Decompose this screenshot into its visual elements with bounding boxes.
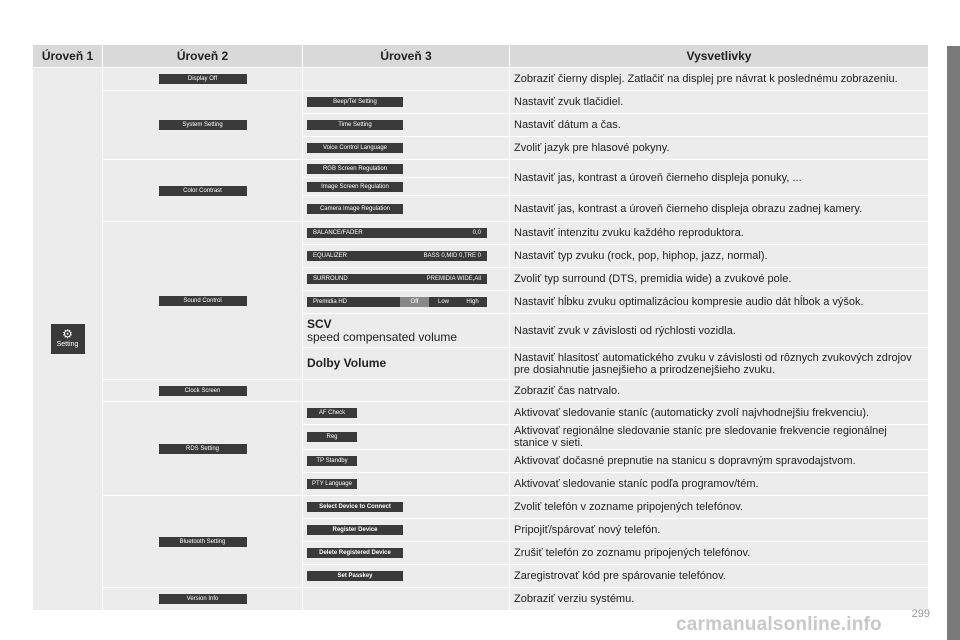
surround-label: SURROUND bbox=[313, 276, 348, 282]
balance-fader-label: BALANCE/FADER bbox=[313, 230, 363, 236]
version-info-button[interactable]: Version Info bbox=[159, 594, 247, 604]
desc: Nastaviť jas, kontrast a úroveň čierneho displeja ponuky, ... bbox=[510, 160, 929, 196]
time-setting-button[interactable]: Time Setting bbox=[307, 120, 403, 130]
premidia-off-option[interactable]: Off bbox=[400, 297, 429, 307]
desc: Nastaviť intenzitu zvuku každého reproduktora. bbox=[510, 222, 929, 245]
header-level-2: Úroveň 2 bbox=[103, 45, 303, 68]
color-contrast-button[interactable]: Color Contrast bbox=[159, 186, 247, 196]
clock-screen-button[interactable]: Clock Screen bbox=[159, 386, 247, 396]
gear-icon: ⚙ bbox=[62, 327, 73, 341]
desc: Nastaviť dátum a čas. bbox=[510, 114, 929, 137]
rgb-screen-regulation-button[interactable]: RGB Screen Regulation bbox=[307, 164, 403, 174]
desc: Zvoliť telefón v zozname pripojených telefónov. bbox=[510, 496, 929, 519]
balance-fader-value: 0,0 bbox=[472, 230, 481, 236]
desc: Zobraziť čierny displej. Zatlačiť na displej pre návrat k poslednému zobrazeniu. bbox=[510, 68, 929, 91]
desc: Aktivovať sledovanie staníc (automaticky zvolí najvhodnejšiu frekvenciu). bbox=[510, 402, 929, 425]
desc: Zaregistrovať kód pre spárovanie telefónov. bbox=[510, 565, 929, 588]
header-level-1: Úroveň 1 bbox=[33, 45, 103, 68]
menu-structure-table bbox=[32, 44, 929, 611]
desc: Aktivovať dočasné prepnutie na stanicu s dopravným spravodajstvom. bbox=[510, 450, 929, 473]
desc: Nastaviť typ zvuku (rock, pop, hiphop, jazz, normal). bbox=[510, 245, 929, 268]
surround-value: PREMIDIA WIDE,All bbox=[426, 276, 481, 282]
image-screen-regulation-button[interactable]: Image Screen Regulation bbox=[307, 182, 403, 192]
desc: Zvoliť typ surround (DTS, premidia wide) a zvukové pole. bbox=[510, 268, 929, 291]
reg-button[interactable]: Reg bbox=[307, 432, 357, 442]
delete-registered-device-button[interactable]: Delete Registered Device bbox=[307, 548, 403, 558]
premidia-low-option[interactable]: Low bbox=[437, 299, 449, 305]
page-number: 299 bbox=[911, 608, 930, 620]
dolby-volume-title: Dolby Volume bbox=[307, 356, 387, 370]
scv-title: SCV bbox=[307, 316, 332, 331]
rds-setting-button[interactable]: RDS Setting bbox=[159, 444, 247, 454]
page-edge-tab bbox=[947, 46, 960, 640]
premidia-high-option[interactable]: High bbox=[466, 299, 479, 305]
desc: Zobraziť verziu systému. bbox=[510, 588, 929, 611]
desc: Nastaviť hlasitosť automatického zvuku v závislosti od rôznych zvukových zdrojov pre dosiahnutie jasnejšieho a prirodzenejšieho zvuku. bbox=[510, 348, 929, 380]
equalizer-value: BASS 0,MID 0,TRE 0 bbox=[423, 253, 481, 259]
sound-control-button[interactable]: Sound Control bbox=[159, 296, 247, 306]
desc: Aktivovať sledovanie staníc podľa programov/tém. bbox=[510, 473, 929, 496]
setting-label: Setting bbox=[56, 341, 79, 348]
scv-subtitle: speed compensated volume bbox=[307, 329, 458, 344]
select-device-button[interactable]: Select Device to Connect bbox=[307, 502, 403, 512]
display-off-button[interactable]: Display Off bbox=[159, 74, 247, 84]
desc: Pripojiť/spárovať nový telefón. bbox=[510, 519, 929, 542]
setting-button[interactable] bbox=[51, 324, 85, 354]
register-device-button[interactable]: Register Device bbox=[307, 525, 403, 535]
pty-language-button[interactable]: PTY Language bbox=[307, 479, 357, 489]
camera-image-regulation-button[interactable]: Camera Image Regulation bbox=[307, 204, 403, 214]
desc: Zrušiť telefón zo zoznamu pripojených telefónov. bbox=[510, 542, 929, 565]
tp-standby-button[interactable]: TP Standby bbox=[307, 456, 357, 466]
af-check-button[interactable]: AF Check bbox=[307, 408, 357, 418]
header-notes: Vysvetlivky bbox=[510, 45, 929, 68]
system-setting-button[interactable]: System Setting bbox=[159, 120, 247, 130]
watermark: carmanualsonline.info bbox=[676, 614, 882, 635]
desc: Zobraziť čas natrvalo. bbox=[510, 380, 929, 402]
surround-button[interactable] bbox=[307, 274, 487, 284]
level1-cell bbox=[33, 68, 103, 611]
beep-tel-setting-button[interactable]: Beep/Tel Setting bbox=[307, 97, 403, 107]
equalizer-label: EQUALIZER bbox=[313, 253, 348, 259]
bluetooth-setting-button[interactable]: Bluetooth Setting bbox=[159, 537, 247, 547]
desc: Nastaviť zvuk tlačidiel. bbox=[510, 91, 929, 114]
voice-control-language-button[interactable]: Voice Control Language bbox=[307, 143, 403, 153]
desc: Zvoliť jazyk pre hlasové pokyny. bbox=[510, 137, 929, 160]
desc: Nastaviť hĺbku zvuku optimalizáciou kompresie audio dát hĺbok a výšok. bbox=[510, 291, 929, 314]
set-passkey-button[interactable]: Set Passkey bbox=[307, 571, 403, 581]
balance-fader-button[interactable] bbox=[307, 228, 487, 238]
header-level-3: Úroveň 3 bbox=[303, 45, 510, 68]
premidia-hd-control[interactable] bbox=[307, 297, 487, 307]
desc: Nastaviť jas, kontrast a úroveň čierneho displeja obrazu zadnej kamery. bbox=[510, 196, 929, 222]
premidia-hd-label: Premidia HD bbox=[313, 299, 348, 305]
desc: Aktivovať regionálne sledovanie staníc pre sledovanie frekvencie regionálnej stanice v sieti. bbox=[510, 425, 929, 450]
desc: Nastaviť zvuk v závislosti od rýchlosti vozidla. bbox=[510, 314, 929, 348]
equalizer-button[interactable] bbox=[307, 251, 487, 261]
